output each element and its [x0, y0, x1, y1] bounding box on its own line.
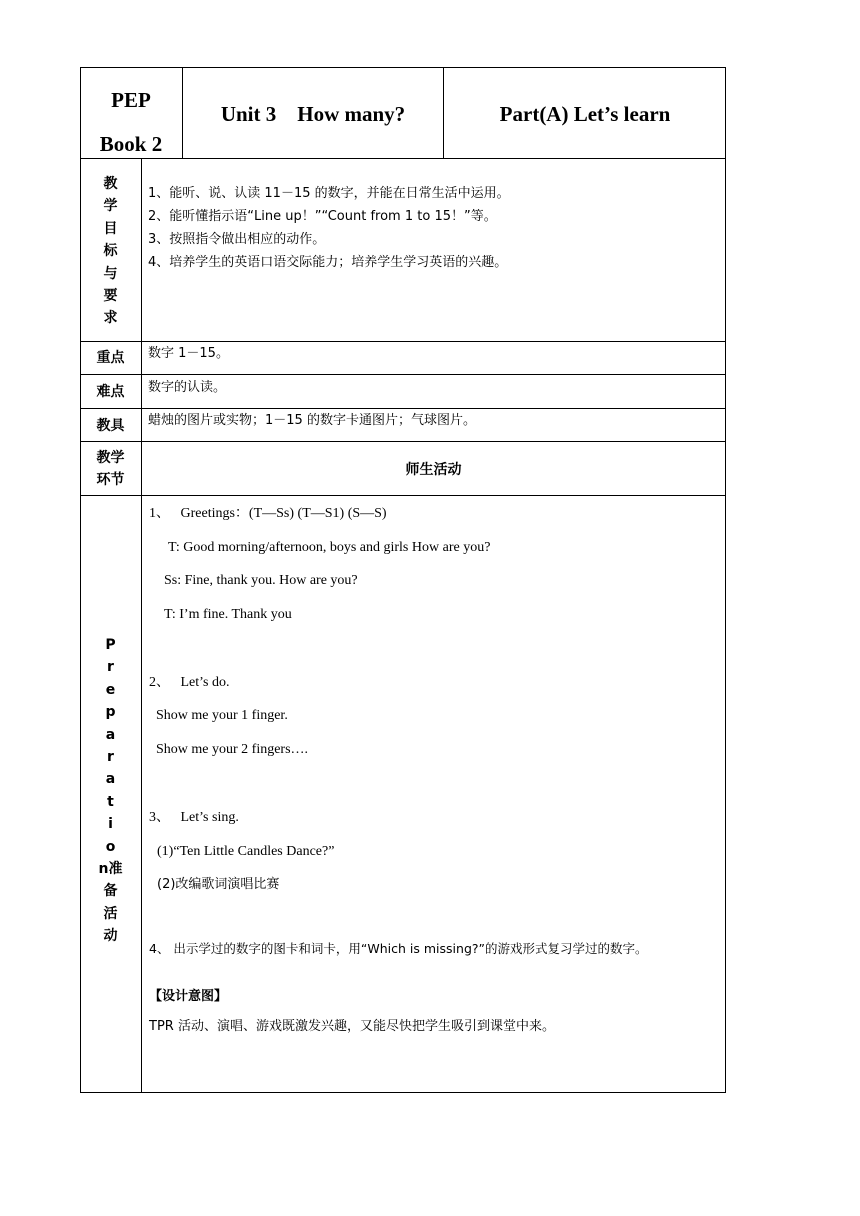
row-divider-difficulty: [80, 408, 726, 409]
activity-4-line: 4、 出示学过的数字的图卡和词卡，用“Which is missing?”的游戏形式复习学过的数字。: [149, 941, 648, 956]
dialogue-line-3: T: I’m fine. Thank you: [164, 607, 292, 622]
row-divider-objectives: [80, 341, 726, 342]
stage-label-line-1: 教学: [96, 450, 125, 466]
row-divider-aids: [80, 441, 726, 442]
teaching-aids-label: 教具: [96, 418, 125, 434]
book-line-1: PEP: [111, 88, 151, 112]
objective-4: 4、培养学生的英语口语交际能力；培养学生学习英语的兴趣。: [148, 255, 508, 270]
key-point-value: 数字 1－15。: [148, 346, 229, 361]
main-label-column-divider: [141, 158, 142, 1093]
objectives-label: 教 学 目 标 与 要 求: [103, 176, 118, 327]
row-divider-keypoint: [80, 374, 726, 375]
row-divider-stage: [80, 495, 726, 496]
objective-2: 2、能听懂指示语“Line up！”“Count from 1 to 15！”等。: [148, 209, 497, 224]
activity-1-heading: 1、 Greetings：(T—Ss) (T—S1) (S—S): [149, 506, 387, 521]
key-point-label: 重点: [96, 350, 125, 366]
design-intent-heading: 【设计意图】: [149, 989, 228, 1004]
book-line-2: Book 2: [99, 132, 163, 156]
stage-label-line-2: 环节: [96, 472, 125, 488]
activity-2-line-1: Show me your 1 finger.: [156, 708, 288, 723]
unit-title: Unit 3 How many?: [220, 102, 406, 126]
activity-3-heading: 3、 Let’s sing.: [149, 810, 239, 825]
preparation-label: P r e p a r a t i o n准 备 活 动: [98, 637, 123, 945]
design-intent-text: TPR 活动、演唱、游戏既激发兴趣，又能尽快把学生吸引到课堂中来。: [149, 1019, 555, 1034]
stage-title: 师生活动: [405, 462, 462, 478]
difficulty-label: 难点: [96, 384, 125, 400]
part-title: Part(A) Let’s learn: [499, 102, 671, 126]
activity-2-heading: 2、 Let’s do.: [149, 675, 230, 690]
activity-2-line-2: Show me your 2 fingers….: [156, 742, 309, 757]
activity-3-line-2: (2)改编歌词演唱比赛: [157, 877, 280, 892]
objective-1: 1、能听、说、认读 11－15 的数字，并能在日常生活中运用。: [148, 186, 510, 201]
dialogue-line-1: T: Good morning/afternoon, boys and girls How are you?: [168, 540, 491, 555]
book-label: [80, 78, 182, 166]
dialogue-line-2: Ss: Fine, thank you. How are you?: [164, 573, 358, 588]
teaching-aids-value: 蜡烛的图片或实物；1－15 的数字卡通图片；气球图片。: [148, 413, 476, 428]
stage-label: [80, 447, 141, 491]
objective-3: 3、按照指令做出相应的动作。: [148, 232, 326, 247]
difficulty-value: 数字的认读。: [148, 380, 227, 395]
activity-3-line-1: (1)“Ten Little Candles Dance?”: [157, 844, 335, 859]
